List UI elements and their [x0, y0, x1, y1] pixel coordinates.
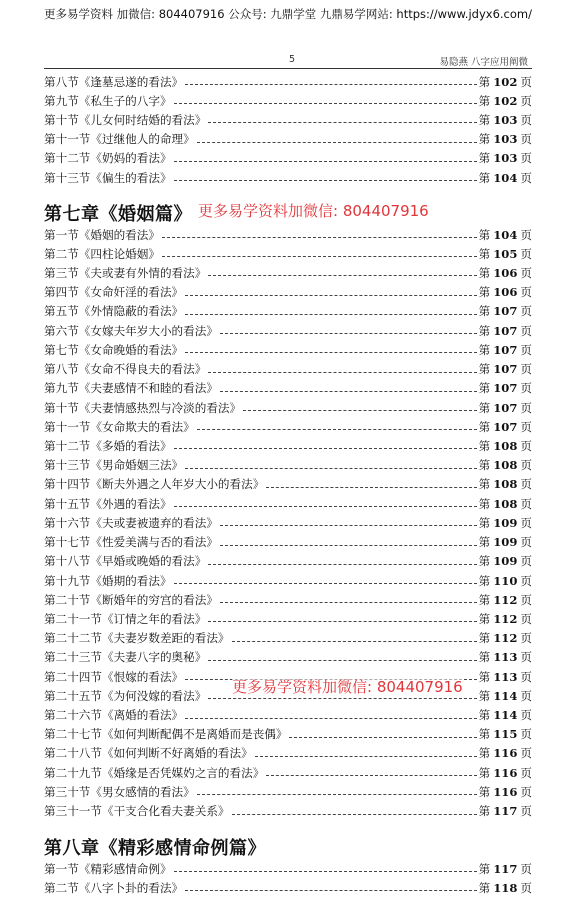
toc-entry-page: [479, 573, 532, 589]
toc-entry-label: 第十七节《性爱美满与否的看法》: [44, 535, 218, 549]
dot-leader: [208, 372, 476, 373]
dot-leader: [220, 333, 477, 334]
toc-entry-page: [479, 303, 532, 319]
toc-entry[interactable]: [44, 360, 532, 379]
page-prefix: 第: [478, 573, 491, 588]
toc-entry-page: [479, 112, 532, 128]
page-prefix: 第: [478, 112, 491, 127]
toc-entry-page: [479, 745, 532, 761]
toc-entry[interactable]: [44, 149, 532, 168]
page-prefix: 第: [478, 804, 491, 819]
page-prefix: 第: [478, 151, 491, 166]
toc-entry[interactable]: [44, 629, 532, 648]
page-number: 107: [493, 342, 518, 357]
page-suffix: 页: [520, 496, 532, 511]
toc-entry-label: 第十一节《过继他人的命理》: [44, 132, 195, 147]
dot-leader: [174, 583, 477, 584]
toc-entry-label: 第三节《夫或妻有外情的看法》: [44, 265, 207, 280]
page-number: 107: [493, 323, 518, 338]
toc-entry[interactable]: [44, 321, 532, 340]
toc-entry[interactable]: [44, 436, 532, 455]
page-number: 108: [493, 477, 518, 492]
page-suffix: 页: [520, 477, 532, 492]
toc-entry-label: 第二节《八字卜卦的看法》: [44, 880, 184, 895]
page-suffix: 页: [520, 304, 532, 319]
dot-leader: [208, 621, 476, 622]
toc-entry[interactable]: [44, 590, 532, 609]
toc-entry-label: 第四节《女命奸淫的看法》: [44, 285, 184, 300]
toc-entry-page: [479, 553, 532, 569]
dot-leader: [185, 890, 476, 891]
toc-entry-page: [479, 803, 532, 819]
page-number: 116: [493, 746, 518, 761]
dot-leader: [266, 775, 476, 776]
page-prefix: 第: [478, 400, 491, 415]
page-prefix: 第: [478, 265, 491, 280]
page-prefix: 第: [478, 323, 491, 338]
toc-entry-page: [479, 93, 532, 109]
page-prefix: 第: [478, 74, 491, 89]
toc-entry-label: 第九节《夫妻感情不和睦的看法》: [44, 381, 218, 396]
page-suffix: 页: [520, 727, 532, 742]
page-number: 107: [493, 362, 518, 376]
dot-leader: [185, 718, 476, 719]
toc-entry-label: 第二十六节《离婚的看法》: [44, 708, 184, 722]
toc-entry[interactable]: [44, 91, 532, 110]
dot-leader: [220, 525, 477, 526]
toc-entry-label: 第十二节《多婚的看法》: [44, 438, 172, 453]
dot-leader: [174, 180, 477, 181]
dot-leader: [220, 391, 477, 392]
page-suffix: 页: [520, 804, 532, 819]
page-suffix: 页: [520, 592, 532, 607]
page-number: 112: [493, 631, 518, 646]
page-suffix: 页: [520, 669, 532, 684]
page-suffix: 页: [520, 74, 532, 89]
toc-entry-label: 第十二节《奶妈的看法》: [44, 151, 172, 166]
page-suffix: 页: [520, 400, 532, 415]
dot-leader: [185, 314, 476, 315]
page-suffix: 页: [520, 554, 532, 569]
page-number: 103: [493, 112, 518, 127]
page-prefix: 第: [478, 784, 491, 799]
toc-entry-page: [479, 496, 532, 512]
toc-entry[interactable]: [44, 802, 532, 821]
page-number: 107: [493, 400, 518, 415]
watermark-2: 更多易学资料加微信: 804407916: [232, 678, 463, 696]
dot-leader: [232, 814, 477, 815]
toc-entry-page: [479, 861, 532, 877]
page-prefix: 第: [478, 535, 491, 549]
toc-entry-page: [479, 227, 532, 243]
toc-entry-label: 第一节《精彩感情命例》: [44, 861, 172, 876]
page-suffix: 页: [520, 515, 532, 530]
watermark-1: 更多易学资料加微信: 804407916: [198, 202, 429, 220]
dot-leader: [185, 352, 476, 353]
page-prefix: 第: [478, 342, 491, 357]
toc-entry[interactable]: [44, 706, 532, 725]
toc-entry-page: [479, 361, 532, 377]
page-number: 104: [493, 227, 518, 242]
page-number: 116: [493, 784, 518, 799]
page-number: 113: [493, 669, 518, 684]
toc-entry-label: 第二十一节《订情之年的看法》: [44, 611, 207, 626]
toc-entry[interactable]: [44, 379, 532, 398]
toc-entry-label: 第十三节《男命婚姻三法》: [44, 458, 184, 473]
toc-entry[interactable]: [44, 225, 532, 244]
toc-entry[interactable]: [44, 130, 532, 149]
toc-entry-page: [479, 400, 532, 416]
dot-leader: [220, 545, 477, 546]
toc-entry-label: 第三十一节《干支合化看夫妻关系》: [44, 804, 230, 819]
page-number: 102: [493, 74, 518, 89]
toc-entry-label: 第八节《逢墓忌遂的看法》: [44, 74, 184, 89]
page-prefix: 第: [478, 458, 491, 473]
page-suffix: 页: [520, 419, 532, 434]
dot-leader: [162, 256, 477, 257]
page-suffix: 页: [520, 458, 532, 473]
page-number: 117: [493, 861, 518, 876]
page-prefix: 第: [478, 170, 491, 185]
top-banner: 更多易学资料 加微信: 804407916 公众号: 九鼎学堂 九鼎易学网站: https://www.jdyx6.com/: [44, 7, 532, 21]
page-number: 106: [493, 265, 518, 280]
page-prefix: 第: [478, 688, 491, 703]
page-number: 108: [493, 496, 518, 511]
toc-entry-label: 第七节《女命晚婚的看法》: [44, 342, 184, 357]
toc-entry[interactable]: [44, 782, 532, 801]
page-prefix: 第: [478, 285, 491, 300]
page-suffix: 页: [520, 688, 532, 703]
dot-leader: [174, 871, 477, 872]
page-suffix: 页: [520, 650, 532, 665]
dot-leader: [162, 237, 477, 238]
toc-entry[interactable]: [44, 302, 532, 321]
toc-entry-label: 第二十五节《为何没嫁的看法》: [44, 688, 207, 703]
dot-leader: [289, 737, 476, 738]
chapter-7-title: 第七章《婚姻篇》: [44, 204, 192, 225]
toc-entry[interactable]: [44, 475, 532, 494]
page-suffix: 页: [520, 861, 532, 876]
page-number: 104: [493, 170, 518, 185]
toc-entry-page: [479, 592, 532, 608]
page-prefix: 第: [478, 554, 491, 569]
dot-leader: [208, 275, 476, 276]
toc-entry-label: 第六节《女嫁夫年岁大小的看法》: [44, 323, 218, 338]
page-number: 114: [493, 688, 518, 703]
page-number: 112: [493, 592, 518, 607]
dot-leader: [185, 84, 476, 85]
toc-entry-page: [479, 246, 532, 262]
toc-entry-label: 第十五节《外遇的看法》: [44, 496, 172, 511]
toc-entry-label: 第十九节《婚期的看法》: [44, 573, 172, 588]
dot-leader: [174, 506, 477, 507]
page-number: 113: [493, 650, 518, 665]
toc-entry-page: [479, 630, 532, 646]
toc-entry-page: [479, 880, 532, 896]
page-prefix: 第: [478, 669, 491, 684]
toc-entry-label: 第十一节《女命欺夫的看法》: [44, 419, 195, 434]
page-prefix: 第: [478, 477, 491, 492]
page-prefix: 第: [478, 515, 491, 530]
page-suffix: 页: [520, 381, 532, 396]
page-prefix: 第: [478, 592, 491, 607]
toc-entry[interactable]: [44, 552, 532, 571]
page-suffix: 页: [520, 112, 532, 127]
dot-leader: [174, 161, 477, 162]
toc-entry[interactable]: [44, 648, 532, 667]
page-suffix: 页: [520, 265, 532, 280]
toc-entry-page: [479, 669, 532, 685]
page-suffix: 页: [520, 535, 532, 549]
toc-entry[interactable]: [44, 340, 532, 359]
page-number: 107: [493, 304, 518, 319]
toc-entry-page: [479, 438, 532, 454]
toc-entry-label: 第二十七节《如何判断配偶不是离婚而是丧偶》: [44, 727, 288, 742]
page-number: 114: [493, 708, 518, 722]
toc-entry[interactable]: [44, 244, 532, 263]
page-number: 112: [493, 611, 518, 626]
page-prefix: 第: [478, 438, 491, 453]
page-suffix: 页: [520, 246, 532, 261]
toc-entry-label: 第九节《私生子的八字》: [44, 93, 172, 108]
page-number: 102: [493, 93, 518, 108]
toc-entry-page: [479, 649, 532, 665]
dot-leader: [266, 487, 476, 488]
page-prefix: 第: [478, 765, 491, 780]
page-suffix: 页: [520, 708, 532, 722]
page-prefix: 第: [478, 861, 491, 876]
toc-entry-label: 第二十九节《婚缘是否凭媒妁之言的看法》: [44, 765, 265, 780]
toc-entry-page: [479, 726, 532, 742]
page-prefix: 第: [478, 227, 491, 242]
toc-entry-page: [479, 765, 532, 781]
page-suffix: 页: [520, 285, 532, 300]
header-page-number: 5: [289, 54, 296, 65]
toc-entry[interactable]: [44, 456, 532, 475]
toc-entry[interactable]: [44, 859, 532, 878]
toc-entry[interactable]: [44, 263, 532, 282]
toc-entry-page: [479, 534, 532, 550]
toc-entry-page: [479, 707, 532, 723]
toc-entry[interactable]: [44, 72, 532, 91]
toc-entry-page: [479, 342, 532, 358]
dot-leader: [197, 794, 477, 795]
toc-entry[interactable]: [44, 744, 532, 763]
page-prefix: 第: [478, 631, 491, 646]
dot-leader: [208, 698, 476, 699]
dot-leader: [232, 641, 477, 642]
running-header: [44, 54, 532, 69]
toc-entry-label: 第十节《儿女何时结婚的看法》: [44, 112, 207, 127]
page-number: 103: [493, 151, 518, 166]
page-prefix: 第: [478, 727, 491, 742]
toc-entry[interactable]: [44, 725, 532, 744]
toc-entry[interactable]: [44, 533, 532, 552]
toc-entry-label: 第八节《女命不得良夫的看法》: [44, 362, 207, 376]
toc-entry-label: 第五节《外情隐蔽的看法》: [44, 304, 184, 319]
page-suffix: 页: [520, 765, 532, 780]
toc-entry-label: 第十三节《偏生的看法》: [44, 170, 172, 185]
page-prefix: 第: [478, 304, 491, 319]
page-suffix: 页: [520, 784, 532, 799]
dot-leader: [197, 142, 477, 143]
page-suffix: 页: [520, 132, 532, 147]
toc-entry[interactable]: [44, 283, 532, 302]
header-meta: 易隐燕 八字应用阐微: [439, 57, 528, 68]
toc-entry-label: 第二十三节《夫妻八字的奥秘》: [44, 650, 207, 665]
page-suffix: 页: [520, 151, 532, 166]
toc-entry[interactable]: [44, 417, 532, 436]
toc-entry-page: [479, 150, 532, 166]
page-prefix: 第: [478, 746, 491, 761]
toc-entry[interactable]: [44, 571, 532, 590]
page-prefix: 第: [478, 708, 491, 722]
toc-entry-page: [479, 265, 532, 281]
page-suffix: 页: [520, 362, 532, 376]
dot-leader: [208, 122, 476, 123]
toc-entry-page: [479, 131, 532, 147]
page-number: 115: [493, 727, 518, 742]
toc-entry-label: 第三十节《男女感情的看法》: [44, 784, 195, 799]
toc-entry[interactable]: [44, 763, 532, 782]
page-number: 110: [493, 573, 518, 588]
toc-entry[interactable]: [44, 110, 532, 129]
toc-entry-label: 第二节《四柱论婚姻》: [44, 246, 160, 261]
page-number: 105: [493, 246, 518, 261]
page-suffix: 页: [520, 611, 532, 626]
page-number: 109: [493, 535, 518, 549]
toc-entry-label: 第十四节《断夫外遇之人年岁大小的看法》: [44, 477, 265, 492]
page-number: 109: [493, 515, 518, 530]
toc-entry-page: [479, 284, 532, 300]
page-suffix: 页: [520, 438, 532, 453]
dot-leader: [185, 295, 476, 296]
dot-leader: [174, 448, 477, 449]
toc-entry-label: 第一节《婚姻的看法》: [44, 227, 160, 242]
page-prefix: 第: [478, 419, 491, 434]
page-prefix: 第: [478, 132, 491, 147]
page-suffix: 页: [520, 342, 532, 357]
toc-entry[interactable]: [44, 878, 532, 897]
toc-entry-label: 第二十四节《恨嫁的看法》: [44, 669, 184, 684]
page-number: 108: [493, 438, 518, 453]
toc-entry-label: 第十八节《早婚或晚婚的看法》: [44, 554, 207, 569]
page-suffix: 页: [520, 880, 532, 895]
page-number: 106: [493, 285, 518, 300]
toc-entry-label: 第十六节《夫或妻被遗弃的看法》: [44, 515, 218, 530]
page-suffix: 页: [520, 631, 532, 646]
page-suffix: 页: [520, 93, 532, 108]
toc-entry-page: [479, 380, 532, 396]
toc-entry-label: 第二十二节《夫妻岁数差距的看法》: [44, 631, 230, 646]
page-prefix: 第: [478, 650, 491, 665]
page-prefix: 第: [478, 611, 491, 626]
toc-entry-label: 第十节《夫妻情感热烈与冷淡的看法》: [44, 400, 242, 415]
dot-leader: [174, 103, 477, 104]
page-suffix: 页: [520, 227, 532, 242]
toc-entry-page: [479, 457, 532, 473]
toc-entry-page: [479, 323, 532, 339]
page-number: 107: [493, 381, 518, 396]
page-number: 107: [493, 419, 518, 434]
page-prefix: 第: [478, 880, 491, 895]
toc-entry[interactable]: [44, 513, 532, 532]
page-number: 118: [493, 880, 518, 895]
page-number: 108: [493, 458, 518, 473]
page-suffix: 页: [520, 573, 532, 588]
chapter-8-title: 第八章《精彩感情命例篇》: [44, 838, 266, 859]
toc-entry-page: [479, 611, 532, 627]
toc-entry[interactable]: [44, 609, 532, 628]
dot-leader: [255, 756, 477, 757]
dot-leader: [220, 602, 477, 603]
toc-entry-label: 第二十八节《如何判断不好离婚的看法》: [44, 746, 253, 761]
page-prefix: 第: [478, 381, 491, 396]
page-suffix: 页: [520, 323, 532, 338]
page-number: 103: [493, 132, 518, 147]
dot-leader: [185, 468, 476, 469]
toc-entry-page: [479, 688, 532, 704]
toc-entry-label: 第二十节《断婚年的穷宫的看法》: [44, 592, 218, 607]
toc-entry-page: [479, 515, 532, 531]
page-prefix: 第: [478, 246, 491, 261]
page-number: 116: [493, 765, 518, 780]
dot-leader: [208, 564, 476, 565]
toc-entry-page: [479, 74, 532, 90]
toc-entry[interactable]: [44, 494, 532, 513]
page-prefix: 第: [478, 496, 491, 511]
dot-leader: [208, 660, 476, 661]
page-suffix: 页: [520, 746, 532, 761]
toc-entry-page: [479, 476, 532, 492]
toc-entry-page: [479, 784, 532, 800]
page-prefix: 第: [478, 362, 491, 376]
page-prefix: 第: [478, 93, 491, 108]
toc-entry-page: [479, 170, 532, 186]
page-suffix: 页: [520, 170, 532, 185]
dot-leader: [243, 410, 476, 411]
toc-entry[interactable]: [44, 398, 532, 417]
toc-entry-page: [479, 419, 532, 435]
dot-leader: [197, 429, 477, 430]
page-number: 109: [493, 554, 518, 569]
page-number: 117: [493, 804, 518, 819]
toc-entry[interactable]: [44, 168, 532, 187]
